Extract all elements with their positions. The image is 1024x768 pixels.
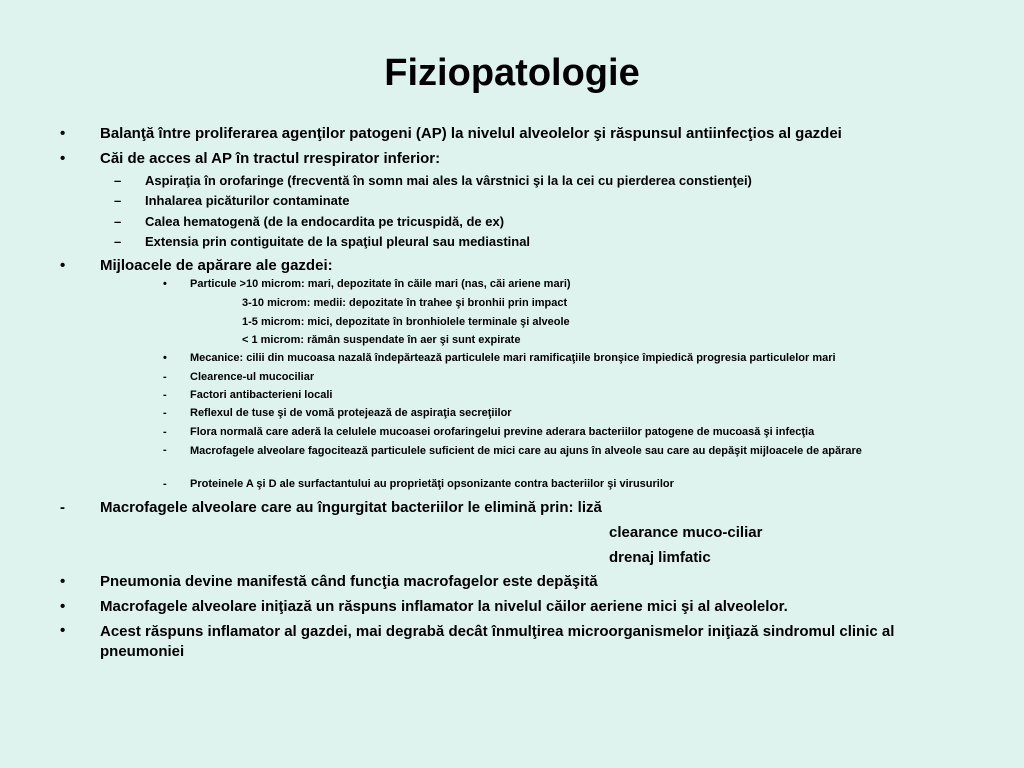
list-item-text: Macrofagele alveolare iniţiază un răspuns inflamator la nivelul căilor aeriene mici şi al alveolelor.	[100, 598, 788, 615]
bullet-marker: •	[163, 352, 167, 364]
list-item	[163, 278, 571, 290]
list-item-text: 3-10 microm: medii: depozitate în trahee şi bronhii prin impact	[242, 297, 568, 309]
dash-marker: -	[60, 499, 65, 516]
list-item	[114, 173, 752, 188]
list-item	[114, 214, 504, 229]
dash-marker: -	[163, 389, 167, 401]
list-item-text: Inhalarea picăturilor contaminate	[145, 193, 350, 208]
list-item	[114, 193, 349, 208]
bullet-marker: •	[60, 622, 66, 639]
list-item-text: Mecanice: cilii din mucoasa nazală îndepărtează particulele mari ramificaţiile bronşice împiedică progresia particulelor mari	[190, 352, 836, 364]
list-item-text: Macrofagele alveolare care au îngurgitat bacteriilor le elimină prin: liză	[100, 499, 602, 516]
bullet-marker: •	[163, 278, 167, 290]
list-item-text: Clearence-ul mucociliar	[190, 371, 315, 383]
list-item-text: Aspiraţia în orofaringe (frecventă în somn mai ales la vârstnici şi la la cei cu pierderea constienţei)	[145, 173, 752, 188]
list-item-text: Balanţă între proliferarea agenţilor patogeni (AP) la nivelul alveolelor şi răspunsul antiinfecţios al gazdei	[100, 125, 842, 142]
list-item	[163, 371, 314, 383]
list-item	[242, 334, 520, 346]
list-item-text: Proteinele A şi D ale surfactantului au proprietăţi opsonizante contra bacteriilor şi virusurilor	[190, 478, 674, 490]
dash-marker: –	[114, 234, 122, 249]
list-item	[242, 316, 570, 328]
list-item-text: drenaj limfatic	[609, 549, 711, 566]
list-item	[163, 389, 332, 401]
dash-marker: -	[163, 407, 167, 419]
list-item	[60, 150, 440, 167]
list-item	[163, 426, 814, 438]
list-item	[609, 524, 762, 541]
list-item-text: Căi de acces al AP în tractul rrespirator inferior:	[100, 150, 441, 167]
list-item	[163, 444, 963, 459]
list-item	[60, 499, 602, 516]
list-item-text: Flora normală care aderă la celulele mucoasei orofaringelui previne aderara bacteriilor patogene de mucoasă şi infecţia	[190, 426, 815, 438]
list-item-text: 1-5 microm: mici, depozitate în bronhiolele terminale şi alveole	[242, 316, 570, 328]
bullet-marker: •	[60, 598, 66, 615]
list-item-text: Macrofagele alveolare fagocitează particulele suficient de mici care au ajuns în alveole sau care au depăşit mijloacele de apărare	[190, 445, 862, 457]
list-item-text: Extensia prin contiguitate de la spaţiul pleural sau mediastinal	[145, 234, 531, 249]
dash-marker: –	[114, 214, 122, 229]
list-item-text: Pneumonia devine manifestă când funcţia macrofagelor este depăşită	[100, 573, 598, 590]
list-item-text: Calea hematogenă (de la endocardita pe tricuspidă, de ex)	[145, 214, 505, 229]
list-item	[60, 257, 333, 274]
page-title: Fiziopatologie	[384, 52, 640, 94]
dash-marker: -	[163, 371, 167, 383]
bullet-marker: •	[60, 573, 66, 590]
list-item	[60, 573, 598, 590]
list-item	[163, 407, 512, 419]
list-item	[60, 598, 788, 615]
list-item-text: Reflexul de tuse şi de vomă protejează de aspiraţia secreţiilor	[190, 407, 512, 419]
list-item	[114, 234, 530, 249]
list-item	[163, 478, 674, 490]
dash-marker: -	[163, 444, 167, 456]
dash-marker: –	[114, 173, 122, 188]
list-item-text: Acest răspuns inflamator al gazdei, mai degrabă decât înmulţirea microorganismelor iniţiază sindromul clinic al pneumoniei	[100, 623, 895, 660]
dash-marker: -	[163, 478, 167, 490]
dash-marker: -	[163, 426, 167, 438]
list-item	[163, 352, 836, 364]
list-item-text: Factori antibacterieni locali	[190, 389, 333, 401]
dash-marker: –	[114, 193, 122, 208]
bullet-marker: •	[60, 125, 66, 142]
list-item-text: < 1 microm: rămân suspendate în aer şi sunt expirate	[242, 334, 521, 346]
list-item	[60, 622, 960, 662]
list-item-text: clearance muco-ciliar	[609, 524, 763, 541]
bullet-marker: •	[60, 150, 66, 167]
bullet-marker: •	[60, 257, 66, 274]
list-item-text: Mijloacele de apărare ale gazdei:	[100, 257, 333, 274]
list-item	[609, 549, 711, 566]
list-item-text: Particule >10 microm: mari, depozitate în căile mari (nas, căi ariene mari)	[190, 278, 571, 290]
list-item	[60, 125, 960, 142]
list-item	[242, 297, 567, 309]
